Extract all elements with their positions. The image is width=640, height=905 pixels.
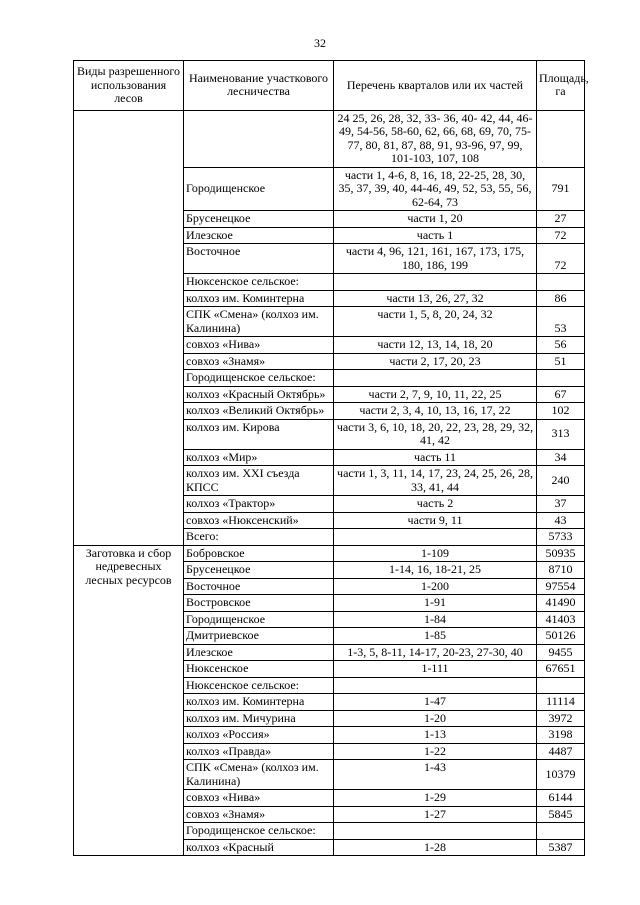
- area-value: 41490: [537, 595, 585, 612]
- forest-use-table: [73, 60, 589, 856]
- forestry-name: Восточное: [184, 578, 334, 595]
- quarters-list: части 1, 20: [334, 211, 537, 228]
- quarters-list: 1-85: [334, 628, 537, 645]
- quarters-list: 1-200: [334, 578, 537, 595]
- quarters-list: часть 11: [334, 449, 537, 466]
- total-label: Всего:: [184, 529, 334, 546]
- quarters-list: [334, 823, 537, 840]
- quarters-list: 1-27: [334, 806, 537, 823]
- forestry-name: [184, 110, 334, 167]
- quarters-list: 1-22: [334, 743, 537, 760]
- total-quarters-cell: [334, 529, 537, 546]
- quarters-list: [334, 274, 537, 291]
- forestry-name: колхоз «Трактор»: [184, 496, 334, 513]
- header-forestry: Наименование участкового лесничества: [184, 61, 334, 111]
- quarters-list: 1-47: [334, 694, 537, 711]
- forestry-name: СПК «Смена» (колхоз им. Калинина): [184, 760, 334, 790]
- area-value: 56: [537, 337, 585, 354]
- quarters-list: 1-20: [334, 710, 537, 727]
- forestry-group-label: Нюксенское сельское:: [184, 677, 334, 694]
- area-value: 791: [537, 167, 585, 211]
- area-value: 313: [537, 419, 585, 449]
- area-value: 67651: [537, 661, 585, 678]
- quarters-list: часть 2: [334, 496, 537, 513]
- forestry-name: колхоз «Мир»: [184, 449, 334, 466]
- quarters-list: 1-28: [334, 839, 537, 856]
- forestry-name: Нюксенское: [184, 661, 334, 678]
- area-value: [537, 823, 585, 840]
- forestry-name: Илезское: [184, 644, 334, 661]
- total-area: 5733: [537, 529, 585, 546]
- area-value: 6144: [537, 790, 585, 807]
- quarters-list: части 4, 96, 121, 161, 167, 173, 175, 180, 186, 199: [334, 244, 537, 274]
- forestry-group-label: Городищенское сельское:: [184, 370, 334, 387]
- area-value: 10379: [537, 760, 585, 790]
- table-row: [74, 545, 585, 562]
- quarters-list: части 1, 4-6, 8, 16, 18, 22-25, 28, 30, 35, 37, 39, 40, 44-46, 49, 52, 53, 55, 56, 62-64, 73: [334, 167, 537, 211]
- quarters-list: 1-84: [334, 611, 537, 628]
- area-value: 37: [537, 496, 585, 513]
- forestry-name: Брусенецкое: [184, 562, 334, 579]
- header-quarters: Перечень кварталов или их частей: [334, 61, 537, 111]
- forestry-name: колхоз «Красный Октябрь»: [184, 386, 334, 403]
- forestry-name: колхоз им. Мичурина: [184, 710, 334, 727]
- area-value: 72: [537, 227, 585, 244]
- area-value: 4487: [537, 743, 585, 760]
- header-area: Площадь, га: [537, 61, 585, 111]
- quarters-list: [334, 370, 537, 387]
- forestry-name: колхоз «Правда»: [184, 743, 334, 760]
- area-value: 11114: [537, 694, 585, 711]
- quarters-list: части 12, 13, 14, 18, 20: [334, 337, 537, 354]
- area-value: 50126: [537, 628, 585, 645]
- area-value: 8710: [537, 562, 585, 579]
- forestry-name: совхоз «Знамя»: [184, 353, 334, 370]
- area-value: 34: [537, 449, 585, 466]
- area-value: 9455: [537, 644, 585, 661]
- area-value: 102: [537, 403, 585, 420]
- forestry-name: колхоз им. Коминтерна: [184, 694, 334, 711]
- area-value: 3972: [537, 710, 585, 727]
- forestry-name: колхоз им. Коминтерна: [184, 290, 334, 307]
- area-value: 72: [537, 244, 585, 274]
- forestry-name: Востровское: [184, 595, 334, 612]
- area-value: 67: [537, 386, 585, 403]
- forestry-name: колхоз им. XXI съезда КПСС: [184, 466, 334, 496]
- quarters-list: 1-91: [334, 595, 537, 612]
- group1-type-cell: [74, 110, 184, 545]
- area-value: 86: [537, 290, 585, 307]
- forestry-name: Брусенецкое: [184, 211, 334, 228]
- area-value: [537, 110, 585, 167]
- quarters-list: части 1, 5, 8, 20, 24, 32: [334, 307, 537, 337]
- forestry-name: колхоз «Красный: [184, 839, 334, 856]
- forestry-group-label: Нюксенское сельское:: [184, 274, 334, 291]
- forestry-name: Дмитриевское: [184, 628, 334, 645]
- forestry-name: СПК «Смена» (колхоз им. Калинина): [184, 307, 334, 337]
- table-row: [74, 110, 585, 167]
- header-row: [74, 61, 585, 111]
- header-type: Виды разрешенного использования лесов: [74, 61, 184, 111]
- quarters-list: части 13, 26, 27, 32: [334, 290, 537, 307]
- quarters-list: часть 1: [334, 227, 537, 244]
- area-value: 97554: [537, 578, 585, 595]
- forestry-group-label: Городищенское сельское:: [184, 823, 334, 840]
- quarters-list: части 9, 11: [334, 512, 537, 529]
- forestry-name: Восточное: [184, 244, 334, 274]
- area-value: 43: [537, 512, 585, 529]
- forestry-name: совхоз «Нива»: [184, 337, 334, 354]
- quarters-list: [334, 677, 537, 694]
- quarters-list: части 2, 7, 9, 10, 11, 22, 25: [334, 386, 537, 403]
- area-value: [537, 677, 585, 694]
- forestry-name: Городищенское: [184, 611, 334, 628]
- forestry-name: совхоз «Нюксенский»: [184, 512, 334, 529]
- area-value: 5387: [537, 839, 585, 856]
- forestry-name: совхоз «Знамя»: [184, 806, 334, 823]
- forestry-name: колхоз «Великий Октябрь»: [184, 403, 334, 420]
- forestry-name: совхоз «Нива»: [184, 790, 334, 807]
- page-number: 32: [314, 36, 326, 50]
- forestry-name: Городищенское: [184, 167, 334, 211]
- quarters-list: части 3, 6, 10, 18, 20, 22, 23, 28, 29, 32, 41, 42: [334, 419, 537, 449]
- quarters-list: части 2, 17, 20, 23: [334, 353, 537, 370]
- quarters-list: 24 25, 26, 28, 32, 33- 36, 40- 42, 44, 46- 49, 54-56, 58-60, 62, 66, 68, 69, 70, 75-77, 80, 81, 87, 88, 91, 93-96, 97, 99, 101-103, 107, 108: [334, 110, 537, 167]
- quarters-list: 1-14, 16, 18-21, 25: [334, 562, 537, 579]
- quarters-list: части 2, 3, 4, 10, 13, 16, 17, 22: [334, 403, 537, 420]
- forestry-name: Илезское: [184, 227, 334, 244]
- forestry-name: колхоз «Россия»: [184, 727, 334, 744]
- area-value: [537, 274, 585, 291]
- quarters-list: 1-111: [334, 661, 537, 678]
- quarters-list: 1-3, 5, 8-11, 14-17, 20-23, 27-30, 40: [334, 644, 537, 661]
- area-value: 50935: [537, 545, 585, 562]
- quarters-list: части 1, 3, 11, 14, 17, 23, 24, 25, 26, 28, 33, 41, 44: [334, 466, 537, 496]
- area-value: 51: [537, 353, 585, 370]
- quarters-list: 1-43: [334, 760, 537, 790]
- area-value: [537, 370, 585, 387]
- quarters-list: 1-13: [334, 727, 537, 744]
- area-value: 27: [537, 211, 585, 228]
- area-value: 5845: [537, 806, 585, 823]
- group2-type-cell: Заготовка и сбор недревесных лесных ресурсов: [74, 545, 184, 856]
- area-value: 53: [537, 307, 585, 337]
- forestry-name: Бобровское: [184, 545, 334, 562]
- area-value: 3198: [537, 727, 585, 744]
- forestry-name: колхоз им. Кирова: [184, 419, 334, 449]
- quarters-list: 1-109: [334, 545, 537, 562]
- area-value: 240: [537, 466, 585, 496]
- area-value: 41403: [537, 611, 585, 628]
- quarters-list: 1-29: [334, 790, 537, 807]
